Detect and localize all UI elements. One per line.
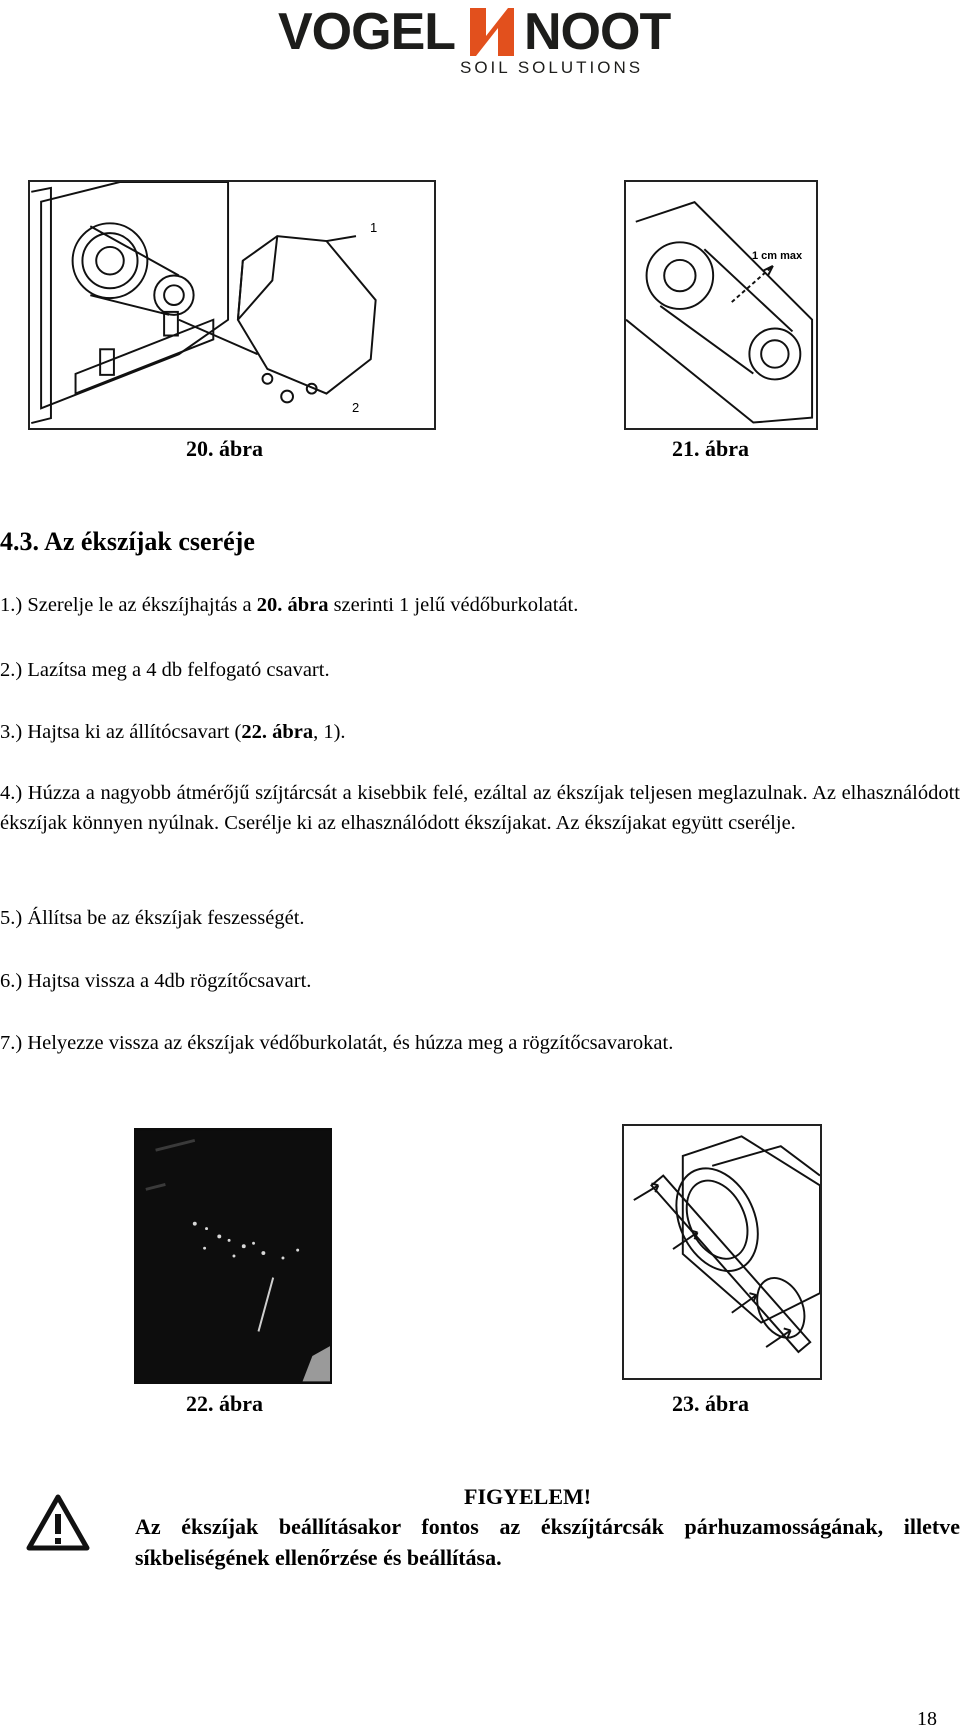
figure-20-callout-2: 2	[352, 400, 360, 415]
figure-20-callout-1: 1	[370, 220, 378, 235]
figure-21-caption: 21. ábra	[672, 436, 749, 461]
logo-wordmark-right: NOOT	[524, 3, 671, 61]
page-number: 18	[917, 1708, 937, 1730]
logo-mark-icon	[468, 6, 516, 58]
step-5: 5.) Állítsa be az ékszíjak feszességét.	[0, 907, 305, 929]
figure-23-caption: 23. ábra	[672, 1391, 749, 1416]
figure-22-caption: 22. ábra	[186, 1391, 263, 1416]
step-2: 2.) Lazítsa meg a 4 db felfogató csavart.	[0, 659, 330, 681]
belt-guard-drawing	[30, 182, 434, 428]
step-1-figure-ref: 20. ábra	[256, 594, 329, 616]
figure-21-belt-tension	[624, 180, 818, 430]
pulley-alignment-drawing	[624, 1126, 820, 1378]
step-1-text: 1.) Szerelje le az ékszíjhajtás a	[0, 594, 257, 616]
step-7: 7.) Helyezze vissza az ékszíjak védőburkolatát, és húzza meg a rögzítőcsavarokat.	[0, 1032, 674, 1054]
warning-title: FIGYELEM!	[464, 1484, 592, 1509]
step-4: 4.) Húzza a nagyobb átmérőjű szíjtárcsát a kisebbik felé, ezáltal az ékszíjak teljesen meglazulnak. Az elhasználódott ékszíjak könnyen nyúlnak. Cserélje ki az elhasználódott ékszíjakat. Az ékszíjakat együtt cserélje.	[0, 782, 960, 834]
step-3-text-end: , 1).	[313, 721, 346, 743]
section-title: 4.3. Az ékszíjak cseréje	[0, 527, 255, 556]
figure-22-photo	[134, 1128, 332, 1384]
step-3-text: 3.) Hajtsa ki az állítócsavart (	[0, 721, 242, 743]
figure-23-pulley-alignment	[622, 1124, 822, 1380]
step-1-text-end: szerinti 1 jelű védőburkolatát.	[328, 594, 579, 616]
warning-text: Az ékszíjak beállításakor fontos az ékszíjtárcsák párhuzamosságának, illetve síkbeliségének ellenőrzése és beállítása.	[135, 1514, 960, 1570]
vogel-noot-logo	[278, 2, 688, 82]
logo-wordmark-left: VOGEL	[278, 3, 456, 61]
step-3	[0, 717, 960, 747]
warning-triangle-icon	[26, 1494, 90, 1552]
step-6: 6.) Hajtsa vissza a 4db rögzítőcsavart.	[0, 970, 312, 992]
belt-tension-drawing	[626, 182, 816, 428]
logo-tagline: SOIL SOLUTIONS	[460, 58, 644, 77]
step-3-figure-ref: 22. ábra	[241, 721, 314, 743]
figure-20-belt-guard	[28, 180, 436, 430]
adjusting-screw-photo	[136, 1130, 330, 1382]
figure-20-caption: 20. ábra	[186, 436, 263, 461]
step-1	[0, 590, 960, 620]
figure-21-callout: 1 cm max	[752, 250, 803, 262]
